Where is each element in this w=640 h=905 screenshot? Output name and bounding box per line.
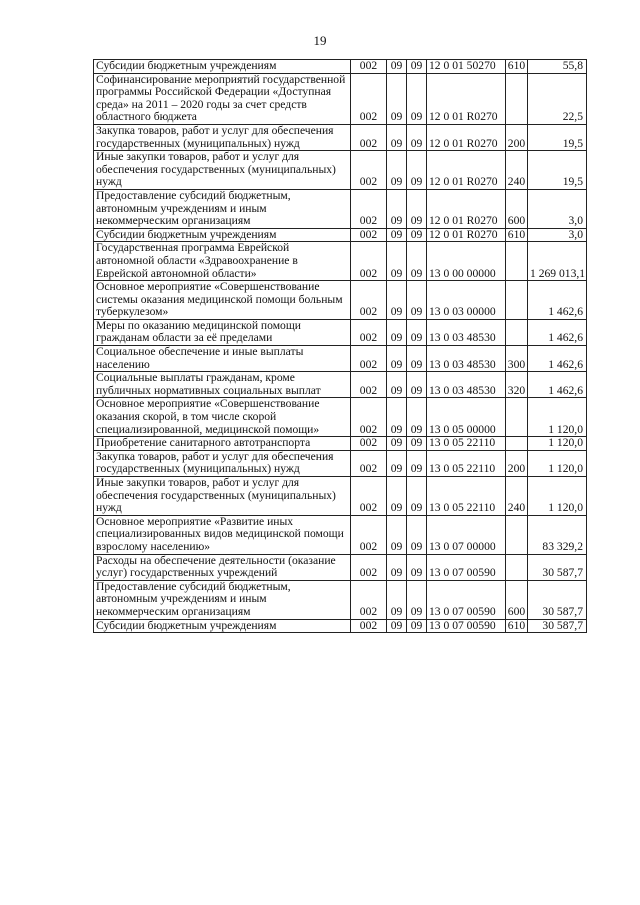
cell-csr: 12 0 01 R0270 [427, 189, 506, 228]
cell-pr: 09 [407, 372, 427, 398]
cell-sum: 30 587,7 [528, 580, 587, 619]
cell-pr: 09 [407, 554, 427, 580]
cell-csr: 13 0 07 00000 [427, 515, 506, 554]
cell-vr [506, 515, 528, 554]
cell-name: Предоставление субсидий бюджетным, автономным учреждениям и иным некоммерческим организациям [94, 580, 351, 619]
cell-sum: 3,0 [528, 189, 587, 228]
table-row [94, 189, 587, 228]
cell-name: Социальные выплаты гражданам, кроме публичных нормативных социальных выплат [94, 372, 351, 398]
cell-vr: 300 [506, 346, 528, 372]
budget-table [93, 59, 587, 633]
cell-vr [506, 319, 528, 345]
cell-sum: 19,5 [528, 151, 587, 190]
cell-csr: 13 0 05 22110 [427, 450, 506, 476]
cell-gr: 002 [351, 242, 387, 281]
cell-name: Государственная программа Еврейской автономной области «Здравоохранение в Еврейской автономной области» [94, 242, 351, 281]
table-row [94, 477, 587, 516]
cell-gr: 002 [351, 124, 387, 150]
table-row [94, 619, 587, 633]
cell-csr: 12 0 01 R0270 [427, 151, 506, 190]
cell-name: Закупка товаров, работ и услуг для обеспечения государственных (муниципальных) нужд [94, 450, 351, 476]
cell-vr: 600 [506, 189, 528, 228]
cell-gr: 002 [351, 319, 387, 345]
cell-csr: 13 0 03 00000 [427, 281, 506, 320]
cell-name: Субсидии бюджетным учреждениям [94, 228, 351, 242]
cell-sum: 1 120,0 [528, 437, 587, 451]
cell-pr: 09 [407, 437, 427, 451]
cell-gr: 002 [351, 477, 387, 516]
cell-pr: 09 [407, 477, 427, 516]
cell-sum: 1 120,0 [528, 398, 587, 437]
cell-rz: 09 [387, 319, 407, 345]
cell-rz: 09 [387, 477, 407, 516]
table-row [94, 319, 587, 345]
cell-vr [506, 554, 528, 580]
cell-sum: 1 120,0 [528, 477, 587, 516]
cell-gr: 002 [351, 450, 387, 476]
cell-sum: 30 587,7 [528, 554, 587, 580]
cell-name: Иные закупки товаров, работ и услуг для обеспечения государственных (муниципальных) нужд [94, 477, 351, 516]
cell-pr: 09 [407, 398, 427, 437]
cell-pr: 09 [407, 151, 427, 190]
cell-gr: 002 [351, 398, 387, 437]
cell-sum: 22,5 [528, 73, 587, 124]
cell-csr: 13 0 03 48530 [427, 346, 506, 372]
cell-gr: 002 [351, 346, 387, 372]
table-row [94, 242, 587, 281]
cell-gr: 002 [351, 554, 387, 580]
cell-name: Субсидии бюджетным учреждениям [94, 60, 351, 74]
cell-gr: 002 [351, 189, 387, 228]
cell-vr [506, 242, 528, 281]
cell-csr: 13 0 03 48530 [427, 319, 506, 345]
cell-rz: 09 [387, 619, 407, 633]
cell-vr: 240 [506, 151, 528, 190]
cell-rz: 09 [387, 580, 407, 619]
cell-name: Социальное обеспечение и иные выплаты населению [94, 346, 351, 372]
cell-vr: 320 [506, 372, 528, 398]
cell-csr: 12 0 01 50270 [427, 60, 506, 74]
cell-pr: 09 [407, 60, 427, 74]
cell-csr: 13 0 07 00590 [427, 554, 506, 580]
cell-name: Предоставление субсидий бюджетным, автономным учреждениям и иным некоммерческим организациям [94, 189, 351, 228]
cell-csr: 12 0 01 R0270 [427, 73, 506, 124]
cell-vr [506, 398, 528, 437]
cell-gr: 002 [351, 60, 387, 74]
cell-vr: 600 [506, 580, 528, 619]
cell-rz: 09 [387, 346, 407, 372]
cell-csr: 12 0 01 R0270 [427, 228, 506, 242]
table-body [94, 60, 587, 633]
cell-pr: 09 [407, 619, 427, 633]
cell-pr: 09 [407, 73, 427, 124]
cell-rz: 09 [387, 398, 407, 437]
cell-name: Закупка товаров, работ и услуг для обеспечения государственных (муниципальных) нужд [94, 124, 351, 150]
cell-sum: 83 329,2 [528, 515, 587, 554]
cell-name: Основное мероприятие «Совершенствование оказания скорой, в том числе скорой специализированной, медицинской помощи» [94, 398, 351, 437]
cell-pr: 09 [407, 580, 427, 619]
cell-rz: 09 [387, 60, 407, 74]
cell-rz: 09 [387, 73, 407, 124]
cell-gr: 002 [351, 73, 387, 124]
cell-pr: 09 [407, 281, 427, 320]
cell-gr: 002 [351, 619, 387, 633]
cell-rz: 09 [387, 437, 407, 451]
cell-csr: 13 0 03 48530 [427, 372, 506, 398]
cell-name: Основное мероприятие «Совершенствование системы оказания медицинской помощи больным туберкулезом» [94, 281, 351, 320]
cell-vr: 200 [506, 124, 528, 150]
cell-pr: 09 [407, 124, 427, 150]
cell-name: Иные закупки товаров, работ и услуг для обеспечения государственных (муниципальных) нужд [94, 151, 351, 190]
cell-gr: 002 [351, 437, 387, 451]
cell-vr [506, 73, 528, 124]
cell-csr: 13 0 00 00000 [427, 242, 506, 281]
cell-rz: 09 [387, 515, 407, 554]
cell-gr: 002 [351, 281, 387, 320]
cell-sum: 1 462,6 [528, 346, 587, 372]
cell-name: Основное мероприятие «Развитие иных специализированных видов медицинской помощи взрослому населению» [94, 515, 351, 554]
cell-sum: 1 462,6 [528, 372, 587, 398]
cell-sum: 1 120,0 [528, 450, 587, 476]
cell-pr: 09 [407, 515, 427, 554]
cell-vr: 240 [506, 477, 528, 516]
cell-sum: 1 269 013,1 [528, 242, 587, 281]
page-number: 19 [313, 33, 327, 48]
cell-vr: 610 [506, 60, 528, 74]
cell-pr: 09 [407, 242, 427, 281]
table-row [94, 450, 587, 476]
cell-rz: 09 [387, 554, 407, 580]
table-row [94, 554, 587, 580]
table-row [94, 124, 587, 150]
cell-gr: 002 [351, 372, 387, 398]
cell-sum: 55,8 [528, 60, 587, 74]
cell-vr [506, 437, 528, 451]
table-row [94, 346, 587, 372]
cell-sum: 30 587,7 [528, 619, 587, 633]
cell-csr: 13 0 05 22110 [427, 437, 506, 451]
cell-rz: 09 [387, 151, 407, 190]
cell-vr: 610 [506, 228, 528, 242]
cell-name: Приобретение санитарного автотранспорта [94, 437, 351, 451]
cell-gr: 002 [351, 515, 387, 554]
cell-gr: 002 [351, 228, 387, 242]
table-row [94, 151, 587, 190]
cell-pr: 09 [407, 450, 427, 476]
cell-sum: 1 462,6 [528, 319, 587, 345]
table-row [94, 398, 587, 437]
cell-name: Расходы на обеспечение деятельности (оказание услуг) государственных учреждений [94, 554, 351, 580]
table-row [94, 437, 587, 451]
cell-gr: 002 [351, 580, 387, 619]
cell-sum: 3,0 [528, 228, 587, 242]
cell-pr: 09 [407, 228, 427, 242]
cell-rz: 09 [387, 124, 407, 150]
cell-pr: 09 [407, 346, 427, 372]
cell-sum: 1 462,6 [528, 281, 587, 320]
cell-csr: 13 0 07 00590 [427, 619, 506, 633]
table-row [94, 73, 587, 124]
cell-sum: 19,5 [528, 124, 587, 150]
cell-csr: 13 0 05 00000 [427, 398, 506, 437]
table-row [94, 281, 587, 320]
cell-name: Софинансирование мероприятий государственной программы Российской Федерации «Доступная среда» на 2011 – 2020 годы за счет средств областного бюджета [94, 73, 351, 124]
cell-csr: 12 0 01 R0270 [427, 124, 506, 150]
table-row [94, 580, 587, 619]
cell-gr: 002 [351, 151, 387, 190]
cell-csr: 13 0 05 22110 [427, 477, 506, 516]
cell-vr: 610 [506, 619, 528, 633]
cell-name: Субсидии бюджетным учреждениям [94, 619, 351, 633]
cell-pr: 09 [407, 189, 427, 228]
cell-vr: 200 [506, 450, 528, 476]
cell-pr: 09 [407, 319, 427, 345]
cell-csr: 13 0 07 00590 [427, 580, 506, 619]
cell-rz: 09 [387, 189, 407, 228]
table-row [94, 60, 587, 74]
cell-vr [506, 281, 528, 320]
table-row [94, 228, 587, 242]
cell-rz: 09 [387, 242, 407, 281]
cell-name: Меры по оказанию медицинской помощи гражданам области за её пределами [94, 319, 351, 345]
cell-rz: 09 [387, 228, 407, 242]
cell-rz: 09 [387, 372, 407, 398]
cell-rz: 09 [387, 450, 407, 476]
table-row [94, 372, 587, 398]
table-row [94, 515, 587, 554]
cell-rz: 09 [387, 281, 407, 320]
